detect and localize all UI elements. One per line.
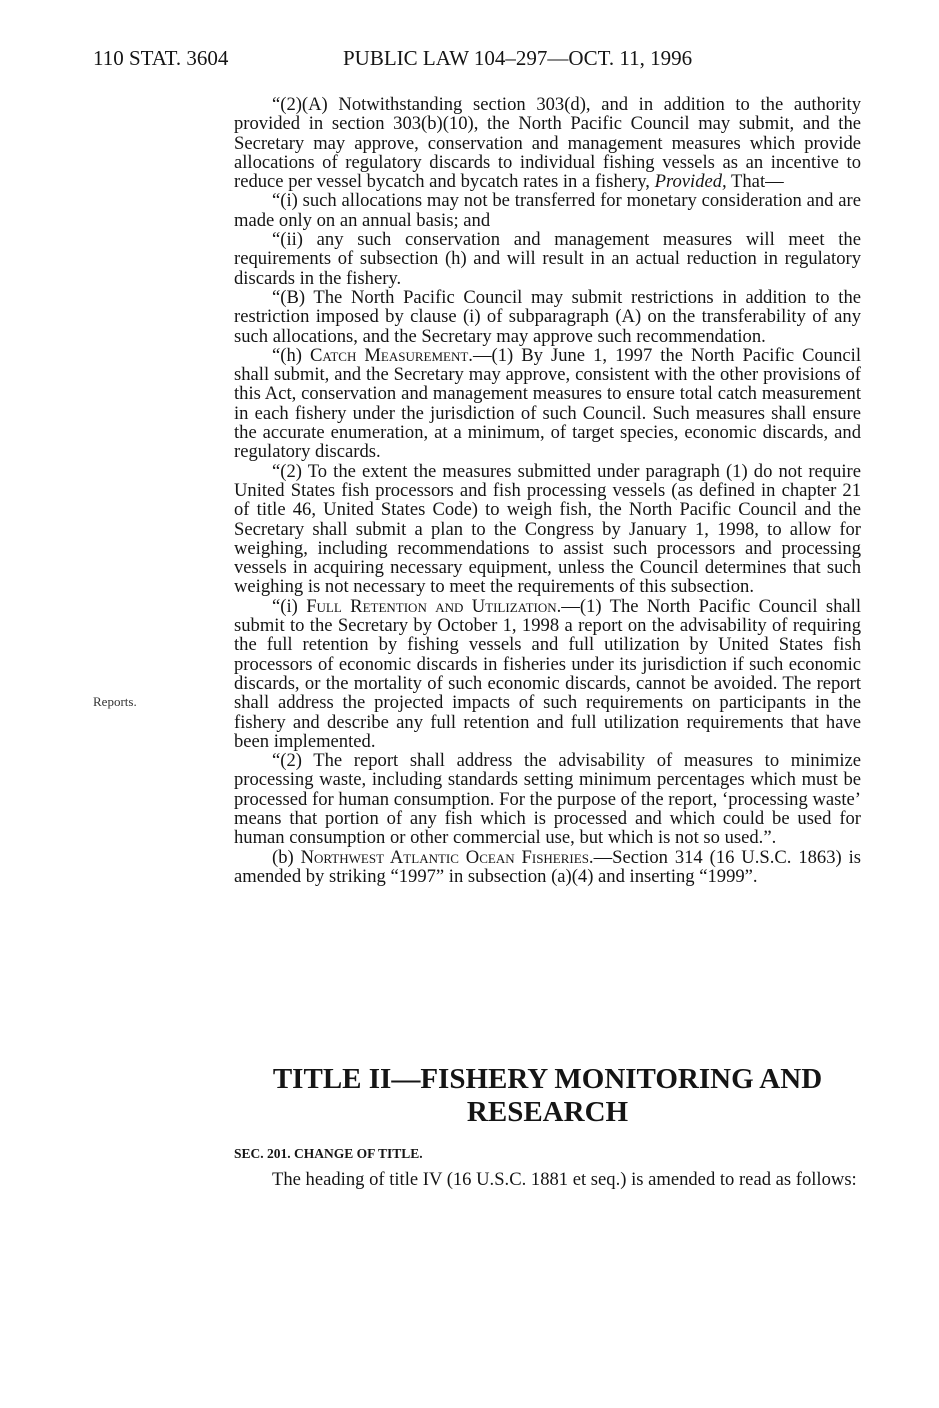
subsection-i: “(i) Full Retention and Utilization.—(1) The North Pacific Council shall submit to the Secretary by October 1, 1998 a report on the advisability of requiring the full retention by fishing vessels and full utilization by United States fish processors of economic discards in fisheries under its jurisdiction if such economic discards, or the mortality of such economic discards, cannot be avoided. The report shall address the projected impacts of such requirements on participants in the fishery and describe any full retention and full utilization requirements that have been implemented. [234, 595, 861, 752]
paragraph-2a: “(2)(A) Notwithstanding section 303(d), and in addition to the authority provided in section 303(b)(10), the North Pacific Council may submit, and the Secretary may approve, conservation and management measures which provide allocations of regulatory discards to individual fishing vessels as an incentive to reduce per vessel bycatch and bycatch rates in a fishery, Provided, That— [234, 94, 861, 193]
closing-paragraph: The heading of title IV (16 U.S.C. 1881 et seq.) is amended to read as follows: [272, 1169, 857, 1190]
catch-measurement-heading: Catch Measurement. [309, 344, 473, 366]
paragraph-i2: “(2) The report shall address the advisability of measures to minimize processing waste, including standards setting minimum percentages which must be processed for human consumption. For the purpose of the report, ‘processing waste’ means that portion of any fish which is processed and which could be used for human consumption or other commercial use, but which is not so used.”. [234, 750, 861, 849]
title-line-1: TITLE II—FISHERY MONITORING AND [272, 1063, 823, 1095]
subsection-b: (b) Northwest Atlantic Ocean Fisheries.—Section 314 (16 U.S.C. 1863) is amended by striking “1997” in subsection (a)(4) and inserting “1999”. [234, 846, 862, 887]
clause-i: “(i) such allocations may not be transferred for monetary consideration and are made only on an annual basis; and [234, 190, 861, 231]
title-line-2: RESEARCH [466, 1096, 629, 1128]
full-retention-heading: Full Retention and Utilization. [306, 595, 562, 617]
margin-note-reports: Reports. [93, 694, 137, 709]
body-text [234, 95, 861, 886]
provided-italic: Provided, [654, 171, 727, 193]
northwest-atlantic-heading: Northwest Atlantic Ocean Fisheries. [300, 846, 594, 868]
paragraph-h2: “(2) To the extent the measures submitted under paragraph (1) do not require United States fish processors and fish processing vessels (as defined in chapter 21 of title 46, United States Code) to weigh fish, the North Pacific Council and the Secretary shall submit a plan to the Congress by January 1, 1998, to allow for weighing, including recommendations to assist such processors and processing vessels in acquiring necessary equipment, unless the Council determines that such weighing is not necessary to meet the requirements of this subsection. [234, 460, 861, 598]
paragraph-2b: “(B) The North Pacific Council may submit restrictions in addition to the restriction imposed by clause (i) of subparagraph (A) on the transferability of any such allocations, and the Secretary may approve such recommendation. [234, 286, 861, 347]
section-heading: SEC. 201. CHANGE OF TITLE. [234, 1146, 423, 1161]
stat-page-number: 110 STAT. 3604 [93, 46, 229, 70]
clause-ii: “(ii) any such conservation and management measures will meet the requirements of subsection (h) and will result in an actual reduction in regulatory discards in the fishery. [234, 229, 861, 289]
subsection-h: “(h) Catch Measurement.—(1) By June 1, 1997 the North Pacific Council shall submit, and the Secretary may approve, consistent with the other provisions of this Act, conservation and management measures to ensure total catch measurement in each fishery under the jurisdiction of such Council. Such measures shall ensure the accurate enumeration, at a minimum, of target species, economic discards, and regulatory discards. [234, 344, 861, 463]
law-citation-date: PUBLIC LAW 104–297—OCT. 11, 1996 [343, 46, 693, 70]
title-heading [234, 1063, 861, 1129]
